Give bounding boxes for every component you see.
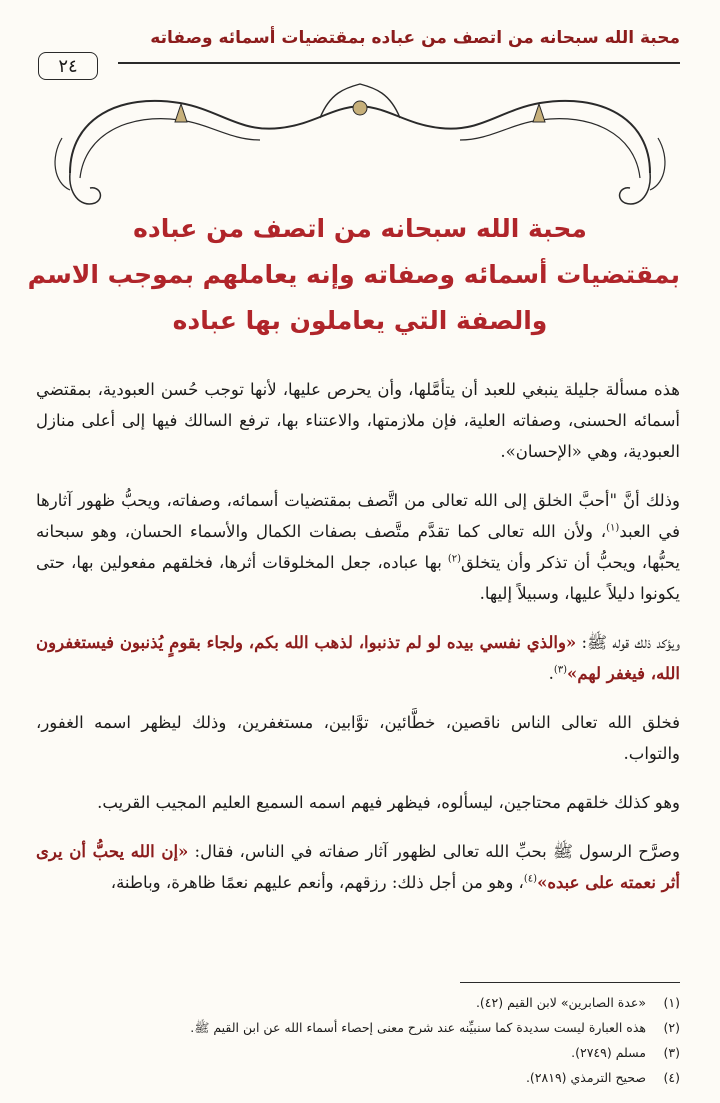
footnote-text: هذه العبارة ليست سديدة كما سنبيِّنه عند شرح معنى إحصاء أسماء الله عن ابن القيم ﷺ. [190,1020,646,1035]
footnote-number: (٤) [663,1070,680,1085]
paragraph-2-text-c: بها عباده، جعل المخلوقات أثرها، فخلقهم مفعولين بها، حتى يكونوا دليلاً عليها، وسبيلاً إليها. [36,553,680,603]
page-number: ٢٤ [38,52,98,80]
paragraph-1: هذه مسألة جليلة ينبغي للعبد أن يتأمَّلها، وأن يحرص عليها، لأنها توجب حُسن العبودية، بمقتضي أسمائه الحسنى، وصفاته العلية، فإن ملازمتها، والاعتناء بها، ترفع السالك فيها إلى أعلى منازل العبودية، وهي «الإحسان». [36,380,680,461]
title-line-2: بمقتضيات أسمائه وصفاته وإنه يعاملهم بموجب الاسم [27,260,680,289]
footnote-ref-2[interactable]: (٢) [447,553,462,565]
chapter-title [27,206,680,344]
footnote-text: مسلم (٢٧٤٩). [571,1045,646,1060]
paragraph-4: فخلق الله تعالى الناس ناقصين، خطَّائين، توَّابين، مستغفرين، وذلك ليظهر اسمه الغفور، والتواب. [36,713,680,763]
paragraph-2-text-a: وذلك أنَّ "أحبَّ الخلق إلى الله تعالى من اتَّصف بمقتضيات أسمائه، وصفاته، ويحبُّ ظهور آثارها في العبد [36,491,680,541]
footnote-number: (١) [663,995,680,1010]
footnote-item [40,1015,680,1040]
footnote-text: «عدة الصابرين» لابن القيم (٤٢). [475,995,646,1010]
paragraph-3-text-b: . [548,664,554,683]
paragraph-6 [36,836,680,898]
footnote-number: (٢) [663,1020,680,1035]
paragraph-3-text-a: ويؤكد ذلك قوله ﷺ: [576,633,681,652]
running-title: محبة الله سبحانه من اتصف من عباده بمقتضيات أسمائه وصفاته [150,28,680,48]
paragraph-3 [36,627,680,689]
footnote-item [40,1040,680,1065]
footnote-ref-1[interactable]: (١) [606,522,620,534]
paragraph-2-text-b: ، ولأن الله تعالى كما تقدَّم متَّصف بصفات الكمال والأسماء الحسان، وهو سبحانه يحبُّها، ويحبُّ أن تذكر وأن يتخلق [36,522,680,572]
footnote-item [40,990,680,1015]
footnote-rule [460,982,680,983]
title-line-1: محبة الله سبحانه من اتصف من عباده [133,214,587,243]
body-text [36,374,680,916]
paragraph-2 [36,485,680,609]
footnote-ref-3[interactable]: (٣) [553,664,568,676]
hadith-quote-2: «إن الله يحبُّ أن يرى أثر نعمته على عبده» [36,842,680,892]
hadith-quote-1: «والذي نفسي بيده لو لم تذنبوا، لذهب الله بكم، ولجاء بقومٍ يُذنبون فيستغفرون الله، فيغفر لهم» [36,633,680,683]
footnote-ref-4[interactable]: (٤) [523,873,538,885]
paragraph-5: وهو كذلك خلقهم محتاجين، ليسألوه، فيظهر فيهم اسمه السميع العليم المجيب القريب. [97,793,680,812]
footnote-text: صحيح الترمذي (٢٨١٩). [525,1070,646,1085]
paragraph-6-text-b: ، وهو من أجل ذلك: رزقهم، وأنعم عليهم نعمًا ظاهرة، وباطنة، [110,873,524,892]
title-line-3: والصفة التي يعاملون بها عباده [172,306,548,335]
footnotes [40,990,680,1090]
footnote-item [40,1065,680,1090]
header-rule [118,62,680,64]
footnote-number: (٣) [663,1045,680,1060]
paragraph-6-text-a: وصرَّح الرسول ﷺ بحبِّ الله تعالى لظهور آثار صفاته في الناس، فقال: [188,842,680,861]
